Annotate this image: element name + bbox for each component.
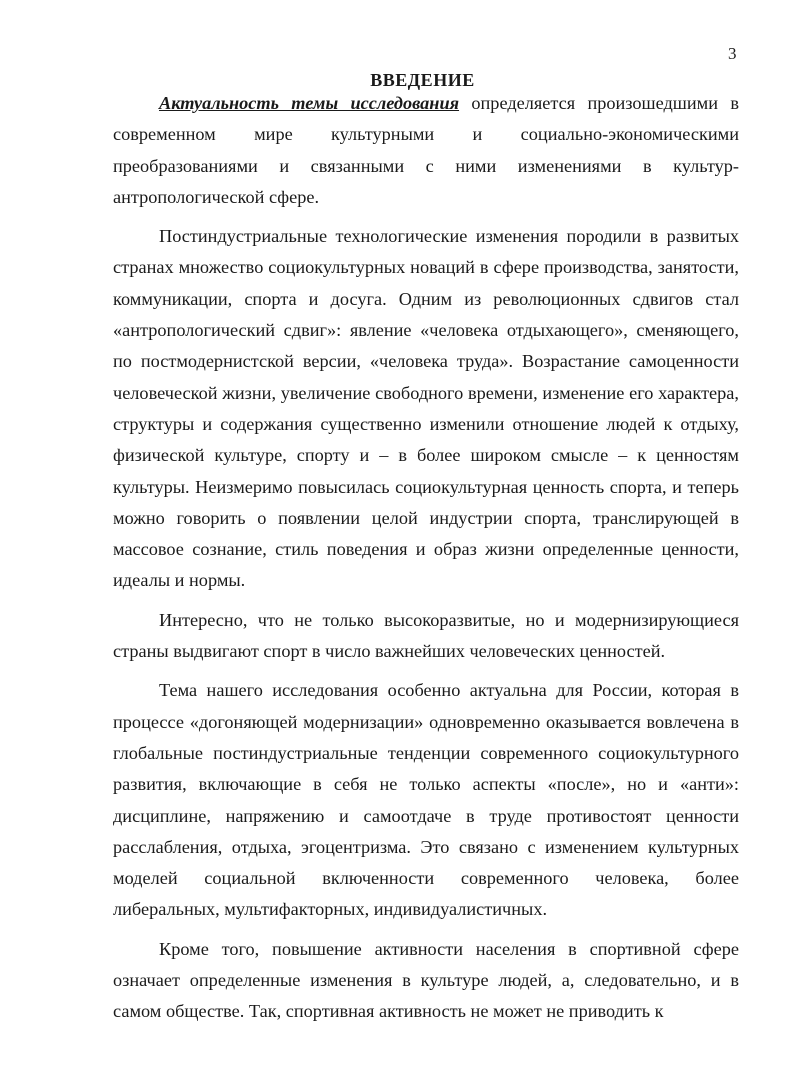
relevance-lead: Актуальность темы исследования (159, 93, 460, 113)
page-number: 3 (728, 44, 737, 63)
body-text (113, 88, 739, 1028)
paragraph-modernizing-countries: Интересно, что не только высокоразвитые, но и модернизирующиеся страны выдвигают спорт в число важнейших человеческих ценностей. (113, 609, 739, 662)
paragraph-text: определяется произошедшими в современном мире культурными и социально-экономическими преобразованиями и связанными с ними изменениями в культур-антропологической сфере. (113, 93, 739, 207)
paragraph-sport-activity: Кроме того, повышение активности населения в спортивной сфере означает определенные изменения в культуре людей, а, следовательно, и в самом обществе. Так, спортивная активность не может не приводить к (113, 938, 739, 1022)
paragraph-postindustrial: Постиндустриальные технологические изменения породили в развитых странах множество социокультурных новаций в сфере производства, занятости, коммуникации, спорта и досуга. Одним из революционных сдвигов стал «антропологический сдвиг»: явление «человека отдыхающего», сменяющего, по постмодернистской версии, «человека труда». Возрастание самоценности человеческой жизни, увеличение свободного времени, изменение его характера, структуры и содержания существенно изменили отношение людей к отдыху, физической культуре, спорту и – в более широком смысле – к ценностям культуры. Неизмеримо повысилась социокультурная ценность спорта, и теперь можно говорить о появлении целой индустрии спорта, транслирующей в массовое сознание, стиль поведения и образ жизни определенные ценности, идеалы и нормы. (113, 226, 739, 591)
paragraph-russia: Тема нашего исследования особенно актуальна для России, которая в процессе «догоняющей модернизации» одновременно оказывается вовлечена в глобальные постиндустриальные тенденции современного социокультурного развития, включающие в себя не только аспекты «после», но и «анти»: дисциплине, напряжению и самоотдаче в труде противостоят ценности расслабления, отдыха, эгоцентризма. Это связано с изменением культурных моделей социальной включенности современного человека, более либеральных, мультифакторных, индивидуалистичных. (113, 680, 739, 920)
paragraph-relevance (113, 88, 739, 213)
section-heading: ВВЕДЕНИЕ (370, 70, 475, 90)
